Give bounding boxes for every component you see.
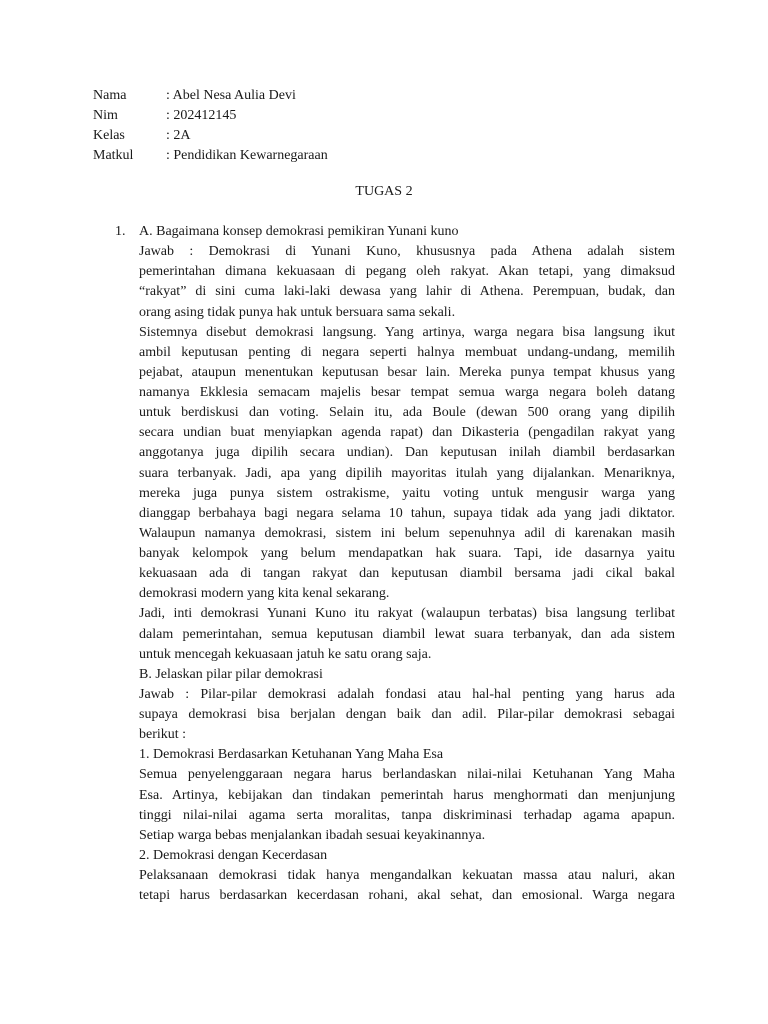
text-line: dianggap berbahaya bagi negara selama 10 tahun, supaya tidak ada yang jadi diktator. [139,505,675,521]
info-row-name [93,86,328,106]
info-label: Matkul [93,148,134,163]
text-line: dalam pemerintahan, semua keputusan diambil lewat suara terbanyak, dan ada sistem [139,626,675,642]
pillar-heading: 1. Demokrasi Berdasarkan Ketuhanan Yang Maha Esa [139,747,444,763]
text-line: ambil keputusan penting di negara seperti halnya membuat undang-undang, memilih [139,344,675,360]
text-line: berikut : [139,727,187,743]
text-line: orang asing tidak punya hak untuk bersuara sama sekali. [139,304,456,320]
text-line: Jawab : Pilar-pilar demokrasi adalah fondasi atau hal-hal penting yang harus ada [139,686,675,702]
text-line: untuk berdiskusi dan voting. Selain itu, ada Boule (dewan 500 orang yang dipilih [139,405,675,421]
info-label: Nama [93,88,127,103]
question-b-heading: B. Jelaskan pilar pilar demokrasi [139,666,323,682]
info-value: : Abel Nesa Aulia Devi [166,88,296,103]
info-row-nim [93,106,328,126]
info-label: Kelas [93,128,125,143]
text-line: suara terbanyak. Jadi, apa yang dipilih mayoritas itulah yang dijalankan. Menariknya, [139,465,675,481]
question-number: 1. [115,224,126,239]
info-row-course [93,146,328,166]
question-body [139,222,675,906]
text-line: Jadi, inti demokrasi Yunani Kuno itu rakyat (walaupun terbatas) bisa langsung terlibat [139,606,675,622]
text-line: anggotanya juga dipilih secara undian). Dan keputusan inilah diambil berdasarkan [139,445,675,461]
text-line: “rakyat” di sini cuma laki-laki dewasa yang lahir di Athena. Perempuan, budak, dan [139,284,675,300]
question-a-heading: A. Bagaimana konsep demokrasi pemikiran Yunani kuno [139,224,459,239]
text-line: pejabat, ataupun menentukan keputusan besar lain. Mereka punya tempat khusus yang [139,364,675,380]
info-label: Nim [93,108,118,123]
student-info [93,86,328,166]
text-line: pemerintahan dimana kekuasaan di pegang oleh rakyat. Akan tetapi, yang dimaksud [139,264,675,280]
text-line: Walaupun namanya demokrasi, sistem ini belum sepenuhnya adil di karenakan masih [139,525,675,541]
text-line: Esa. Artinya, kebijakan dan tindakan pemerintah harus menghormati dan menjunjung [139,787,675,803]
text-line: Semua penyelenggaraan negara harus berlandaskan nilai-nilai Ketuhanan Yang Maha [139,767,675,783]
text-line: mereka juga punya sistem ostrakisme, yaitu voting untuk mengusir warga yang [139,485,675,501]
text-line: banyak kelompok yang belum mendapatkan hak suara. Tapi, ide dasarnya yaitu [139,546,675,561]
text-line: tinggi nilai-nilai agama serta moralitas, tanpa diskriminasi terhadap agama apapun. [139,807,675,823]
text-line: Sistemnya disebut demokrasi langsung. Yang artinya, warga negara bisa langsung ikut [139,324,675,340]
text-line: demokrasi modern yang kita kenal sekarang. [139,586,390,602]
info-value: : 2A [166,128,191,143]
text-line: Jawab : Demokrasi di Yunani Kuno, khususnya pada Athena adalah sistem [139,244,675,260]
text-line: kekuasaan ada di tangan rakyat dan keputusan diambil bersama jadi cikal bakal [139,566,675,582]
text-line: secara undian buat menyiapkan agenda rapat) dan Dikasteria (pengadilan rakyat yang [139,425,675,441]
document-title: TUGAS 2 [355,184,413,199]
text-line: tetapi harus berdasarkan kecerdasan rohani, akal sehat, dan emosional. Warga negara [139,888,675,904]
text-line: Setiap warga bebas menjalankan ibadah sesuai keyakinannya. [139,827,486,843]
text-line: untuk mencegah kekuasaan jatuh ke satu orang saja. [139,646,432,662]
text-line: supaya demokrasi bisa berjalan dengan baik dan adil. Pilar-pilar demokrasi sebagai [139,707,675,722]
text-line: Pelaksanaan demokrasi tidak hanya mengandalkan kekuatan massa atau naluri, akan [139,868,675,883]
pillar-heading: 2. Demokrasi dengan Kecerdasan [139,847,328,863]
info-value: : Pendidikan Kewarnegaraan [166,148,328,163]
text-line: namanya Ekklesia semacam majelis besar tempat semua warga negara boleh datang [139,385,675,400]
info-value: : 202412145 [166,108,237,123]
info-row-class [93,126,328,146]
